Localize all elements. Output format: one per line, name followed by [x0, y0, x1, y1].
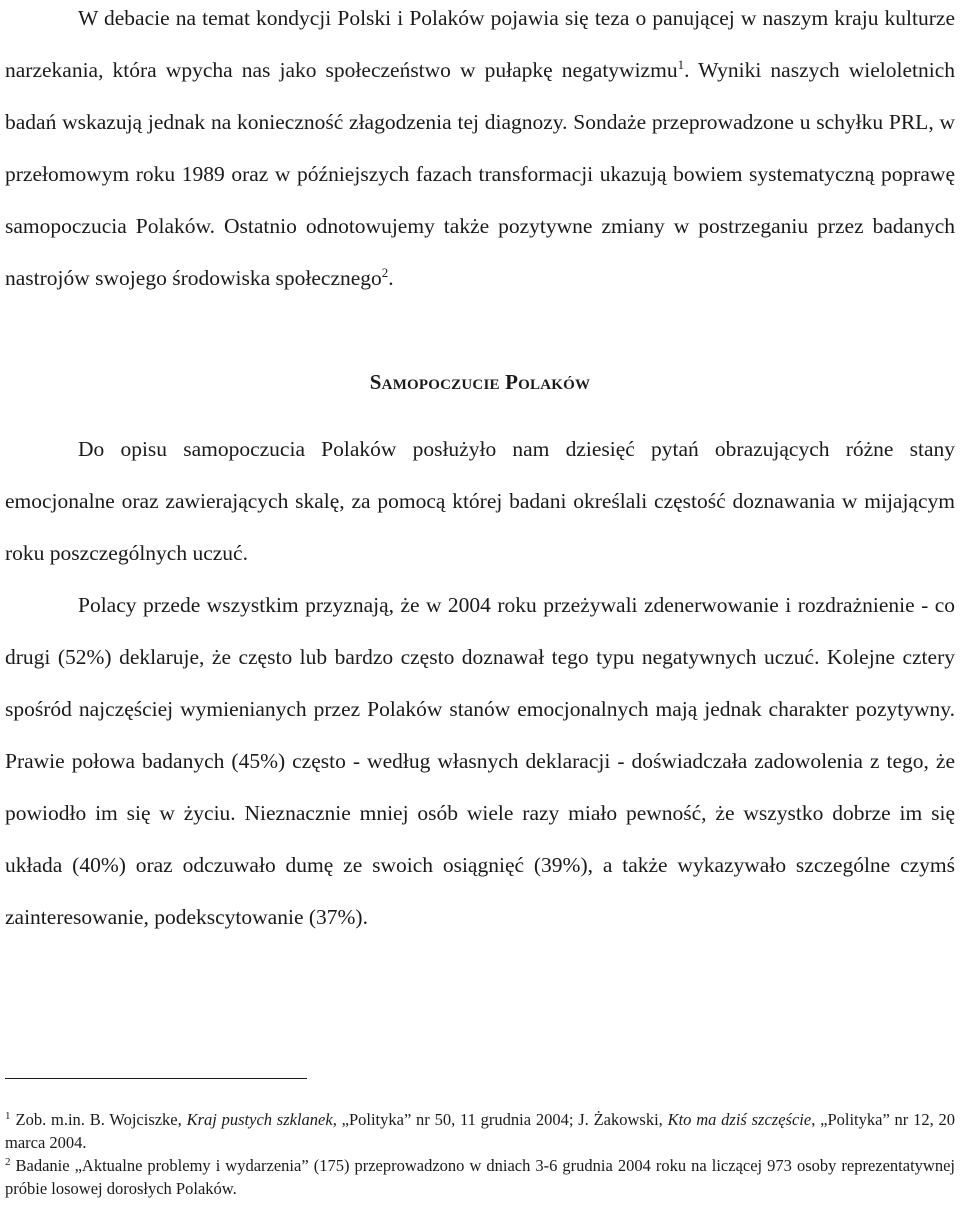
footnote-1-text-b: , „Polityka” nr 50, 11 grudnia 2004; J. Żakowski, [332, 1110, 668, 1129]
body-paragraph-2: Polacy przede wszystkim przyznają, że w 2004 roku przeżywali zdenerwowanie i rozdrażnienie - co drugi (52%) deklaruje, że często lub bardzo często doznawał tego typu negatywnych uczuć. Kolejne cztery spośród najczęściej wymienianych przez Polaków stanów emocjonalnych mają jednak charakter pozytywny. Prawie połowa badanych (45%) często - według własnych deklaracji - doświadczała zadowolenia z tego, że powiodło im się w życiu. Nieznacznie mniej osób wiele razy miało pewność, że wszystko dobrze im się układa (40%) oraz odczuwało dumę ze swoich osiągnięć (39%), a także wykazywało szczególne czymś zainteresowanie, podekscytowanie (37%). [5, 593, 955, 929]
footnote-ref-2[interactable]: 2 [381, 264, 389, 280]
footnote-ref-1[interactable]: 1 [677, 56, 685, 72]
footnote-1-title-b: Kto ma dziś szczęście [667, 1110, 812, 1129]
footnote-2 [5, 1154, 955, 1200]
spacer [5, 304, 955, 356]
footnote-1-text-a: Zob. m.in. B. Wojciszke, [15, 1110, 187, 1129]
document-page [5, 0, 955, 943]
footnotes [5, 1108, 955, 1200]
intro-paragraph [5, 0, 955, 304]
intro-text-3: . [388, 266, 394, 290]
intro-text-1: W debacie na temat kondycji Polski i Polaków pojawia się teza o panującej w naszym kraju kulturze narzekania, która wpycha nas jako społeczeństwo w pułapkę negatywizmu [5, 6, 955, 82]
spacer [5, 408, 955, 423]
footnote-2-text: Badanie „Aktualne problemy i wydarzenia” (175) przeprowadzono w dniach 3-6 grudnia 2004 roku na liczącej 973 osoby reprezentatywnej próbie losowej dorosłych Polaków. [5, 1156, 955, 1198]
footnote-separator [5, 1078, 307, 1079]
section-heading: Samopoczucie Polaków [369, 370, 591, 394]
footnote-1 [5, 1108, 955, 1154]
intro-text-2: . Wyniki naszych wieloletnich badań wskazują jednak na konieczność złagodzenia tej diagnozy. Sondaże przeprowadzone u schyłku PRL, w przełomowym roku 1989 oraz w późniejszych fazach transformacji ukazują bowiem systematyczną poprawę samopoczucia Polaków. Ostatnio odnotowujemy także pozytywne zmiany w postrzeganiu przez badanych nastrojów swojego środowiska społecznego [5, 58, 956, 290]
body-paragraph-1: Do opisu samopoczucia Polaków posłużyło nam dziesięć pytań obrazujących różne stany emocjonalne oraz zawierających skalę, za pomocą której badani określali częstość doznawania w mijającym roku poszczególnych uczuć. [5, 437, 955, 565]
footnote-mark-1: 1 [5, 1109, 11, 1122]
footnote-1-title-a: Kraj pustych szklanek [186, 1110, 333, 1129]
footnote-1-text-c: , „Polityka” nr 12, 20 marca 2004. [5, 1110, 956, 1152]
footnote-mark-2: 2 [5, 1155, 11, 1168]
